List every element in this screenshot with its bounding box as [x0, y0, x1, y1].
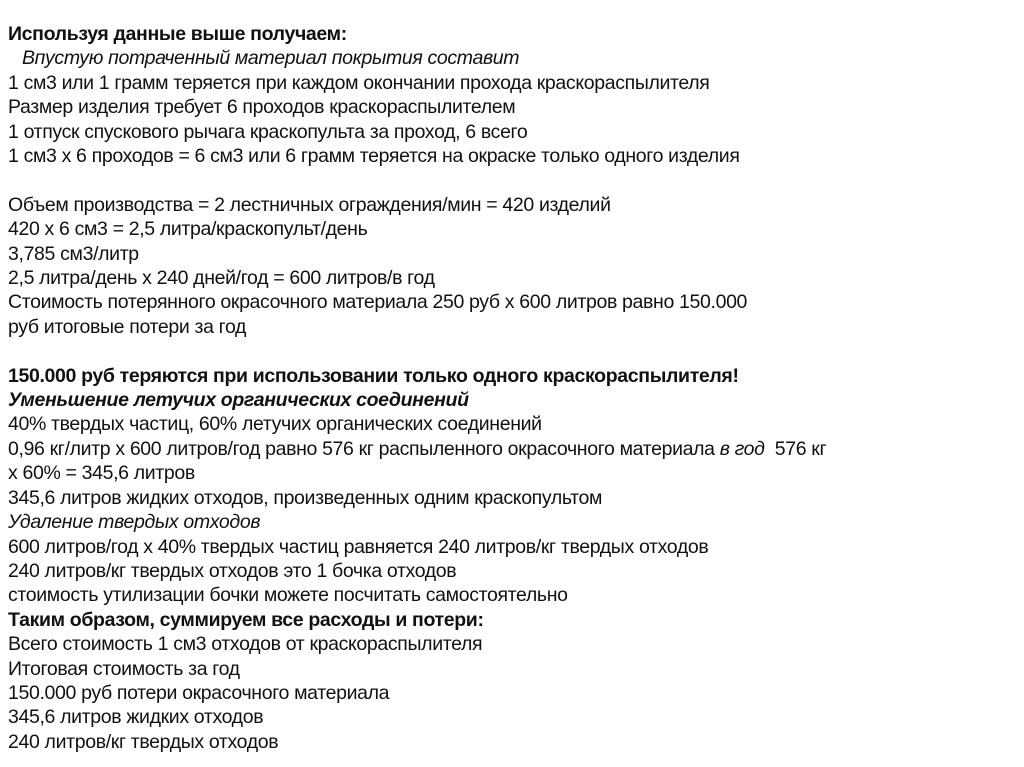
loss-highlight-heading: 150.000 руб теряются при использовании только одного краскораспылителя!	[8, 364, 739, 387]
solid-waste-heading: Удаление твердых отходов	[8, 511, 261, 534]
spacer	[8, 168, 1018, 192]
voc-reduction-heading: Уменьшение летучих органических соединений	[8, 389, 469, 412]
text-line: 150.000 руб потери окрасочного материала	[8, 681, 390, 704]
text-line: 345,6 литров жидких отходов	[8, 706, 264, 729]
text-line: руб итоговые потери за год	[8, 315, 247, 338]
text-line: 240 литров/кг твердых отходов	[8, 730, 279, 753]
text-line: 240 литров/кг твердых отходов это 1 бочка отходов	[8, 559, 457, 582]
text-line: 1 см3 или 1 грамм теряется при каждом окончании прохода краскораспылителя	[8, 71, 710, 94]
wasted-material-subheading: Впустую потраченный материал покрытия составит	[22, 47, 520, 70]
text-fragment: 576 кг	[764, 437, 827, 460]
section1-heading: Используя данные выше получаем:	[8, 23, 347, 45]
spacer	[8, 339, 1018, 363]
slide-text-body	[8, 22, 1018, 754]
text-line: Итоговая стоимость за год	[8, 657, 240, 680]
text-line: Всего стоимость 1 см3 отходов от краскораспылителя	[8, 633, 483, 656]
text-line: 3,785 см3/литр	[8, 242, 139, 265]
text-line: 1 отпуск спускового рычага краскопульта за проход, 6 всего	[8, 120, 528, 143]
text-line: Объем производства = 2 лестничных ограждения/мин = 420 изделий	[8, 193, 611, 216]
text-line: Стоимость потерянного окрасочного материала 250 руб х 600 литров равно 150.000	[8, 291, 748, 314]
text-line: Размер изделия требует 6 проходов краскораспылителем	[8, 96, 516, 119]
text-line: стоимость утилизации бочки можете посчитать самостоятельно	[8, 584, 568, 607]
text-fragment: 0,96 кг/литр х 600 литров/год равно 576 кг распыленного окрасочного материала	[8, 437, 720, 460]
text-fragment-italic: в год	[719, 437, 765, 460]
text-line: 40% твердых частиц, 60% летучих органических соединений	[8, 413, 542, 436]
text-line	[8, 437, 1018, 461]
text-line: 345,6 литров жидких отходов, произведенных одним краскопультом	[8, 486, 603, 509]
text-line: х 60% = 345,6 литров	[8, 462, 195, 485]
text-line: 600 литров/год х 40% твердых частиц равняется 240 литров/кг твердых отходов	[8, 535, 709, 558]
text-line: 1 см3 х 6 проходов = 6 см3 или 6 грамм теряется на окраске только одного изделия	[8, 145, 740, 168]
text-line: 420 х 6 см3 = 2,5 литра/краскопульт/день	[8, 218, 368, 241]
text-line: 2,5 литра/день х 240 дней/год = 600 литров/в год	[8, 267, 435, 290]
summary-heading: Таким образом, суммируем все расходы и потери:	[8, 608, 484, 631]
